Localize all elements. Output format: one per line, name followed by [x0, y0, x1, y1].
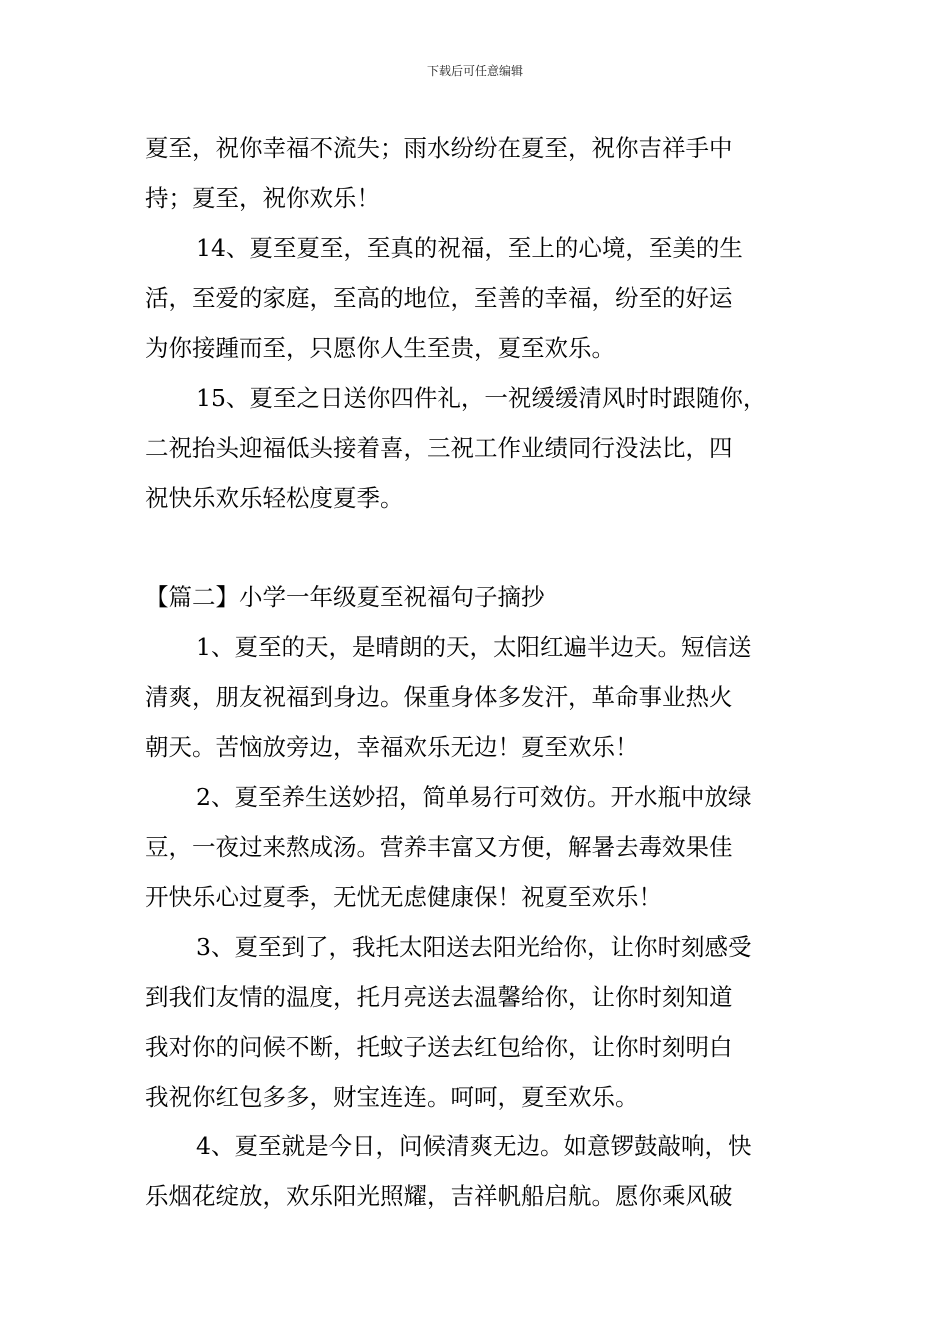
text-line: 为你接踵而至，只愿你人生至贵，夏至欢乐。 — [145, 334, 615, 362]
text-line: 我对你的问候不断，托蚊子送去红包给你，让你时刻明白 — [145, 1033, 733, 1061]
text-line: 祝快乐欢乐轻松度夏季。 — [145, 484, 404, 512]
text-line: 豆，一夜过来熬成汤。营养丰富又方便，解暑去毒效果佳 — [145, 833, 733, 861]
text-line: 乐烟花绽放，欢乐阳光照耀，吉祥帆船启航。愿你乘风破 — [145, 1182, 733, 1210]
text-line: 到我们友情的温度，托月亮送去温馨给你，让你时刻知道 — [145, 983, 733, 1011]
text-line: 二祝抬头迎福低头接着喜，三祝工作业绩同行没法比，四 — [145, 434, 733, 462]
text-line: 持；夏至，祝你欢乐！ — [145, 184, 380, 212]
text-line: 清爽，朋友祝福到身边。保重身体多发汗，革命事业热火 — [145, 683, 733, 711]
text-line: 3、夏至到了，我托太阳送去阳光给你，让你时刻感受 — [196, 933, 752, 961]
text-line: 夏至，祝你幸福不流失；雨水纷纷在夏至，祝你吉祥手中 — [145, 134, 733, 162]
text-line: 4、夏至就是今日，问候清爽无边。如意锣鼓敲响，快 — [196, 1132, 752, 1160]
text-line: 开快乐心过夏季，无忧无虑健康保！祝夏至欢乐！ — [145, 883, 662, 911]
text-line: 2、夏至养生送妙招，简单易行可效仿。开水瓶中放绿 — [196, 783, 752, 811]
page-header: 下载后可任意编辑 — [426, 64, 523, 78]
text-line: 1、夏至的天，是晴朗的天，太阳红遍半边天。短信送 — [196, 633, 752, 661]
text-line: 我祝你红包多多，财宝连连。呵呵，夏至欢乐。 — [145, 1083, 639, 1111]
text-line: 15、夏至之日送你四件礼，一祝缓缓清风时时跟随你， — [196, 384, 767, 412]
text-line: 14、夏至夏至，至真的祝福，至上的心境，至美的生 — [196, 234, 743, 262]
text-line: 活，至爱的家庭，至高的地位，至善的幸福，纷至的好运 — [145, 284, 733, 312]
text-line: 朝天。苦恼放旁边，幸福欢乐无边！夏至欢乐！ — [145, 733, 639, 761]
section-heading: 【篇二】小学一年级夏至祝福句子摘抄 — [145, 583, 545, 611]
